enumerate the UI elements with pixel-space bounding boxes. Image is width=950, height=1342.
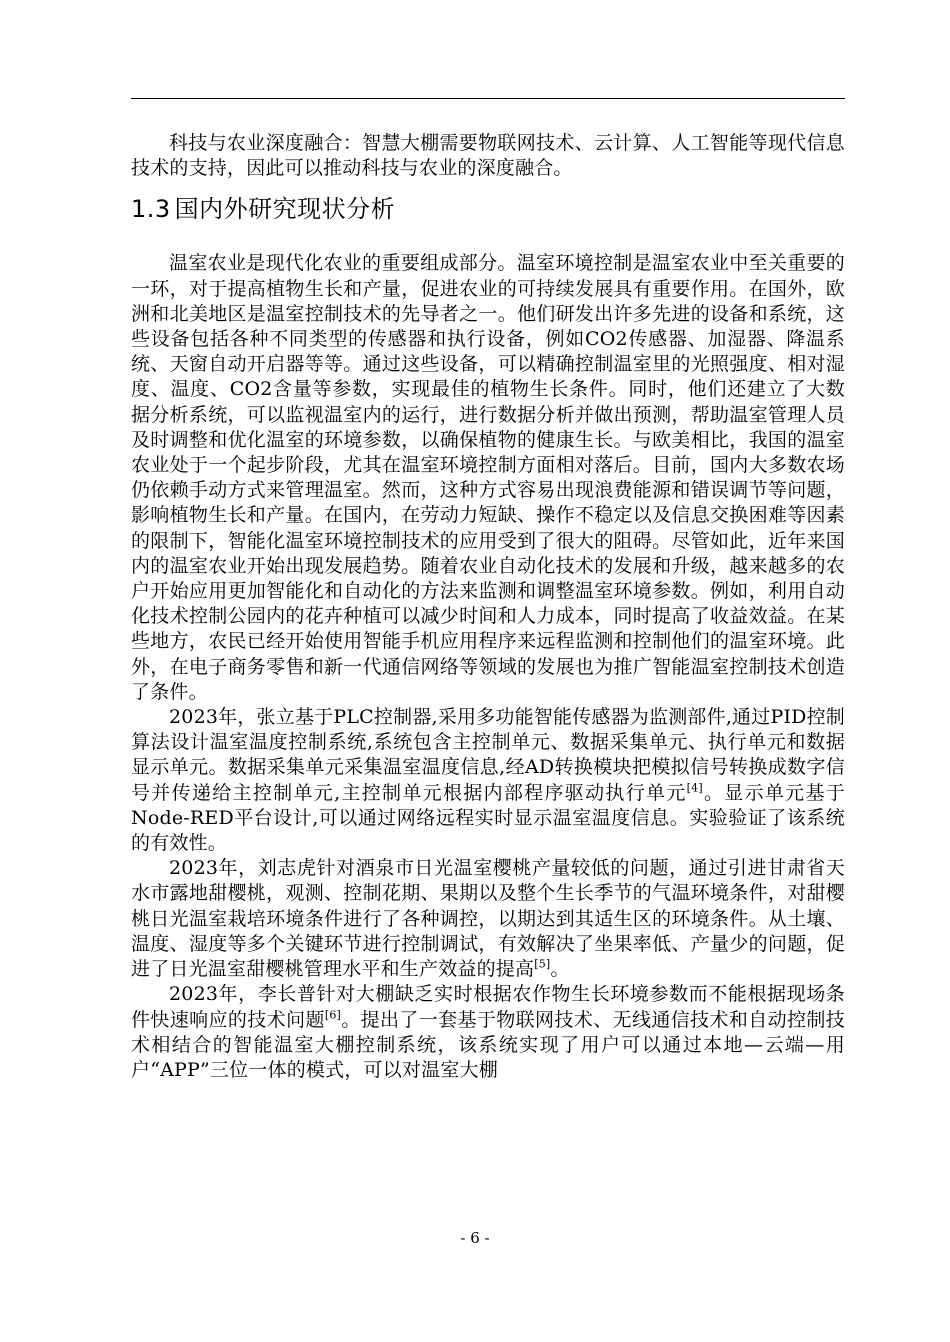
paragraph-text-continued: 。显示单元基于Node-RED平台设计,可以通过网络远程实时显示温室温度信息。实验验证了该系统的有效性。 bbox=[131, 781, 845, 855]
section-title: 国内外研究现状分析 bbox=[174, 195, 396, 224]
citation-marker: [4] bbox=[686, 781, 703, 795]
page-number: - 6 - bbox=[460, 1229, 490, 1247]
citation-marker: [5] bbox=[534, 957, 551, 971]
body-paragraph-3 bbox=[131, 856, 845, 982]
body-paragraph-4 bbox=[131, 982, 845, 1083]
section-number: 1.3 bbox=[131, 195, 171, 224]
citation-marker: [6] bbox=[324, 1008, 342, 1022]
paragraph-text: 2023年，刘志虎针对酒泉市日光温室樱桃产量较低的问题，通过引进甘肃省天水市露地甜樱桃，观测、控制花期、果期以及整个生长季节的气温环境条件，对甜樱桃日光温室栽培环境条件进行了各种调控，以期达到其适生区的环境条件。从土壤、温度、湿度等多个关键环节进行控制调试，有效解决了坐果率低、产量少的问题，促进了日光温室甜樱桃管理水平和生产效益的提高 bbox=[131, 857, 845, 981]
intro-paragraph: 科技与农业深度融合：智慧大棚需要物联网技术、云计算、人工智能等现代信息技术的支持，因此可以推动科技与农业的深度融合。 bbox=[131, 132, 845, 180]
paragraph-text: 2023年，张立基于PLC控制器,采用多功能智能传感器为监测部件,通过PID控制算法设计温室温度控制系统,系统包含主控制单元、数据采集单元、执行单元和数据显示单元。数据采集单元采集温室温度信息,经AD转换模块把模拟信号转换成数字信号并传递给主控制单元,主控制单元根据内部程序驱动执行单元 bbox=[131, 706, 845, 804]
body-paragraph-2 bbox=[131, 705, 845, 856]
paragraph-text-continued: 。 bbox=[550, 958, 570, 981]
section-heading bbox=[131, 191, 845, 227]
body-paragraph-1: 温室农业是现代化农业的重要组成部分。温室环境控制是温室农业中至关重要的一环，对于提高植物生长和产量，促进农业的可持续发展具有重要作用。在国外，欧洲和北美地区是温室控制技术的先导者之一。他们研发出许多先进的设备和系统，这些设备包括各种不同类型的传感器和执行设备，例如CO2传感器、加湿器、降温系统、天窗自动开启器等等。通过这些设备，可以精确控制温室里的光照强度、相对湿度、温度、CO2含量等参数，实现最佳的植物生长条件。同时，他们还建立了大数据分析系统，可以监视温室内的运行，进行数据分析并做出预测，帮助温室管理人员及时调整和优化温室的环境参数，以确保植物的健康生长。与欧美相比，我国的温室农业处于一个起步阶段，尤其在温室环境控制方面相对落后。目前，国内大多数农场仍依赖手动方式来管理温室。然而，这种方式容易出现浪费能源和错误调节等问题，影响植物生长和产量。在国内，在劳动力短缺、操作不稳定以及信息交换困难等因素的限制下，智能化温室环境控制技术的应用受到了很大的阻碍。尽管如此，近年来国内的温室农业开始出现发展趋势。随着农业自动化技术的发展和升级，越来越多的农户开始应用更加智能化和自动化的方法来监测和调整温室环境参数。例如，利用自动化技术控制公园内的花卉种植可以减少时间和人力成本，同时提高了收益效益。在某些地方，农民已经开始使用智能手机应用程序来远程监测和控制他们的温室环境。此外，在电子商务零售和新一代通信网络等领域的发展也为推广智能温室控制技术创造了条件。 bbox=[131, 252, 845, 703]
paragraph-text: 2023年，李长普针对大棚缺乏实时根据农作物生长环境参数而不能根据现场条件快速响应的技术问题 bbox=[131, 983, 845, 1031]
page-body bbox=[131, 131, 845, 1083]
paragraph-text-continued: 。提出了一套基于物联网技术、无线通信技术和自动控制技术相结合的智能温室大棚控制系统，该系统实现了用户可以通过本地—云端—用户“APP”三位一体的模式，可以对温室大棚 bbox=[131, 1008, 845, 1081]
header-rule bbox=[131, 98, 845, 99]
